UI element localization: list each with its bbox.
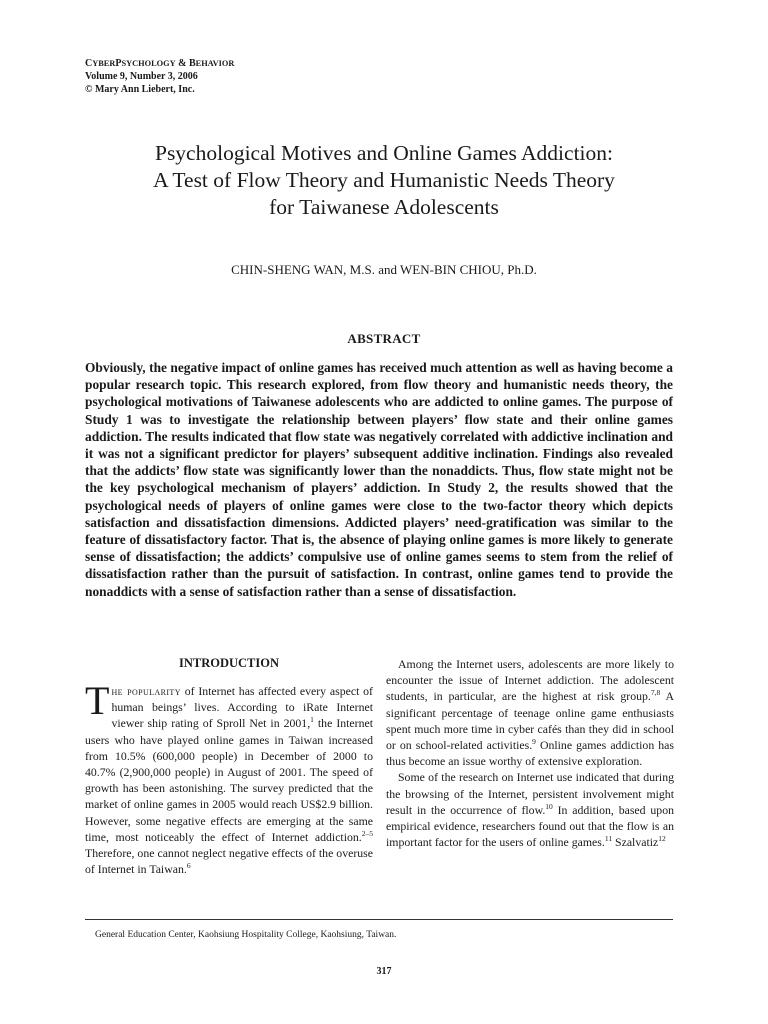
footnote-divider — [85, 919, 673, 920]
title-line-1: Psychological Motives and Online Games Addiction: — [154, 141, 613, 165]
introduction-heading: INTRODUCTION — [178, 656, 279, 670]
title-line-2: A Test of Flow Theory and Humanistic Needs Theory — [153, 168, 615, 192]
citation-ref: 12 — [658, 834, 666, 844]
citation-ref: 7,8 — [650, 688, 661, 698]
journal-header — [85, 57, 234, 96]
left-column — [85, 655, 373, 877]
citation-ref: 10 — [545, 801, 553, 811]
journal-copyright: © Mary Ann Liebert, Inc. — [85, 84, 195, 95]
drop-cap: T — [85, 678, 110, 723]
citation-ref: 6 — [186, 861, 191, 871]
abstract-text: Obviously, the negative impact of online games has received much attention as well as having become a popular research topic. This research explored, from flow theory and humanistic needs theory, the psychological motivations of Taiwanese adolescents who are addicted to online games. The purpose of Study 1 was to investigate the relationship between players’ flow state and their online games addiction. The results indicated that flow state was negatively correlated with addictive inclination and it was not a significant predictor for players’ subsequent additive inclination. Findings also revealed that the addicts’ flow state was significantly lower than the nonaddicts. Thus, flow state might not be the key psychological mechanism of players’ addiction. In Study 2, the results showed that the psychological needs of players of online games were close to the two-factor theory which depicts satisfaction and dissatisfaction dimensions. Addicted players’ need-gratification was similar to the feature of dissatisfactory factor. That is, the absence of playing online games is more likely to generate sense of dissatisfaction; the addicts’ compulsive use of online games seems to stem from the relief of dissatisfaction rather than the pursuit of satisfaction. In contrast, online games tend to provide the nonaddicts with a sense of satisfaction rather than a sense of dissatisfaction. — [85, 360, 673, 599]
citation-ref: 2–5 — [361, 828, 373, 838]
abstract-heading: ABSTRACT — [347, 331, 421, 346]
title-line-3: for Taiwanese Adolescents — [269, 195, 499, 219]
citation-ref: 1 — [310, 715, 314, 725]
right-column — [386, 656, 674, 850]
citation-ref: 11 — [604, 834, 613, 844]
paper-title — [84, 140, 684, 221]
affiliation-footnote: General Education Center, Kaohsiung Hospitality College, Kaohsiung, Taiwan. — [95, 930, 397, 940]
journal-name: CYBERPSYCHOLOGY & BEHAVIOR — [85, 58, 235, 69]
intro-paragraph-2: Among the Internet users, adolescents are more likely to encounter the issue of Internet addiction. The adolescent students, in particular, are the highest at risk group.$^{7,8}$ A significant percentage of teenage online game enthusiasts spent much more time in cyber cafés than they did in school or on school-related activities.$^9$ Online games addiction has thus become an issue worthy of extensive exploration. — [386, 657, 675, 769]
journal-volume: Volume 9, Number 3, 2006 — [85, 71, 198, 82]
citation-ref: 9 — [532, 737, 536, 747]
lead-smallcaps: he popularity — [111, 684, 181, 698]
intro-paragraph-3: Some of the research on Internet use indicated that during the browsing of the Internet, persistent involvement might result in the occurrence of flow.$^{10}$ In addition, based upon empirical evidence, researchers found out that the flow is an important factor for the users of online games.$^{11}$ Szalvatiz$^{12}$ — [386, 770, 674, 850]
intro-paragraph-1: The popularity of Internet has affected every aspect of human beings’ lives. According to iRate Internet viewer ship rating of Sproll Net in 2001,$^1$ the Internet users who have played online games in Taiwan increased from 10.5% (600,000 people) in December of 2000 to 40.7% (2,900,000 people) in August of 2001. The speed of growth has been astonishing. The survey predicted that the market of online games in 2005 would reach US$2.9 billion. However, some negative effects are emerging at the same time, most noticeably the effect of Internet addiction.$^{2-5}$ Therefore, one cannot neglect negative effects of the overuse of Internet in Taiwan.$^6$ — [85, 678, 374, 877]
page-number: 317 — [376, 966, 392, 977]
paper-authors: CHIN-SHENG WAN, M.S. and WEN-BIN CHIOU, Ph.D. — [231, 262, 537, 277]
